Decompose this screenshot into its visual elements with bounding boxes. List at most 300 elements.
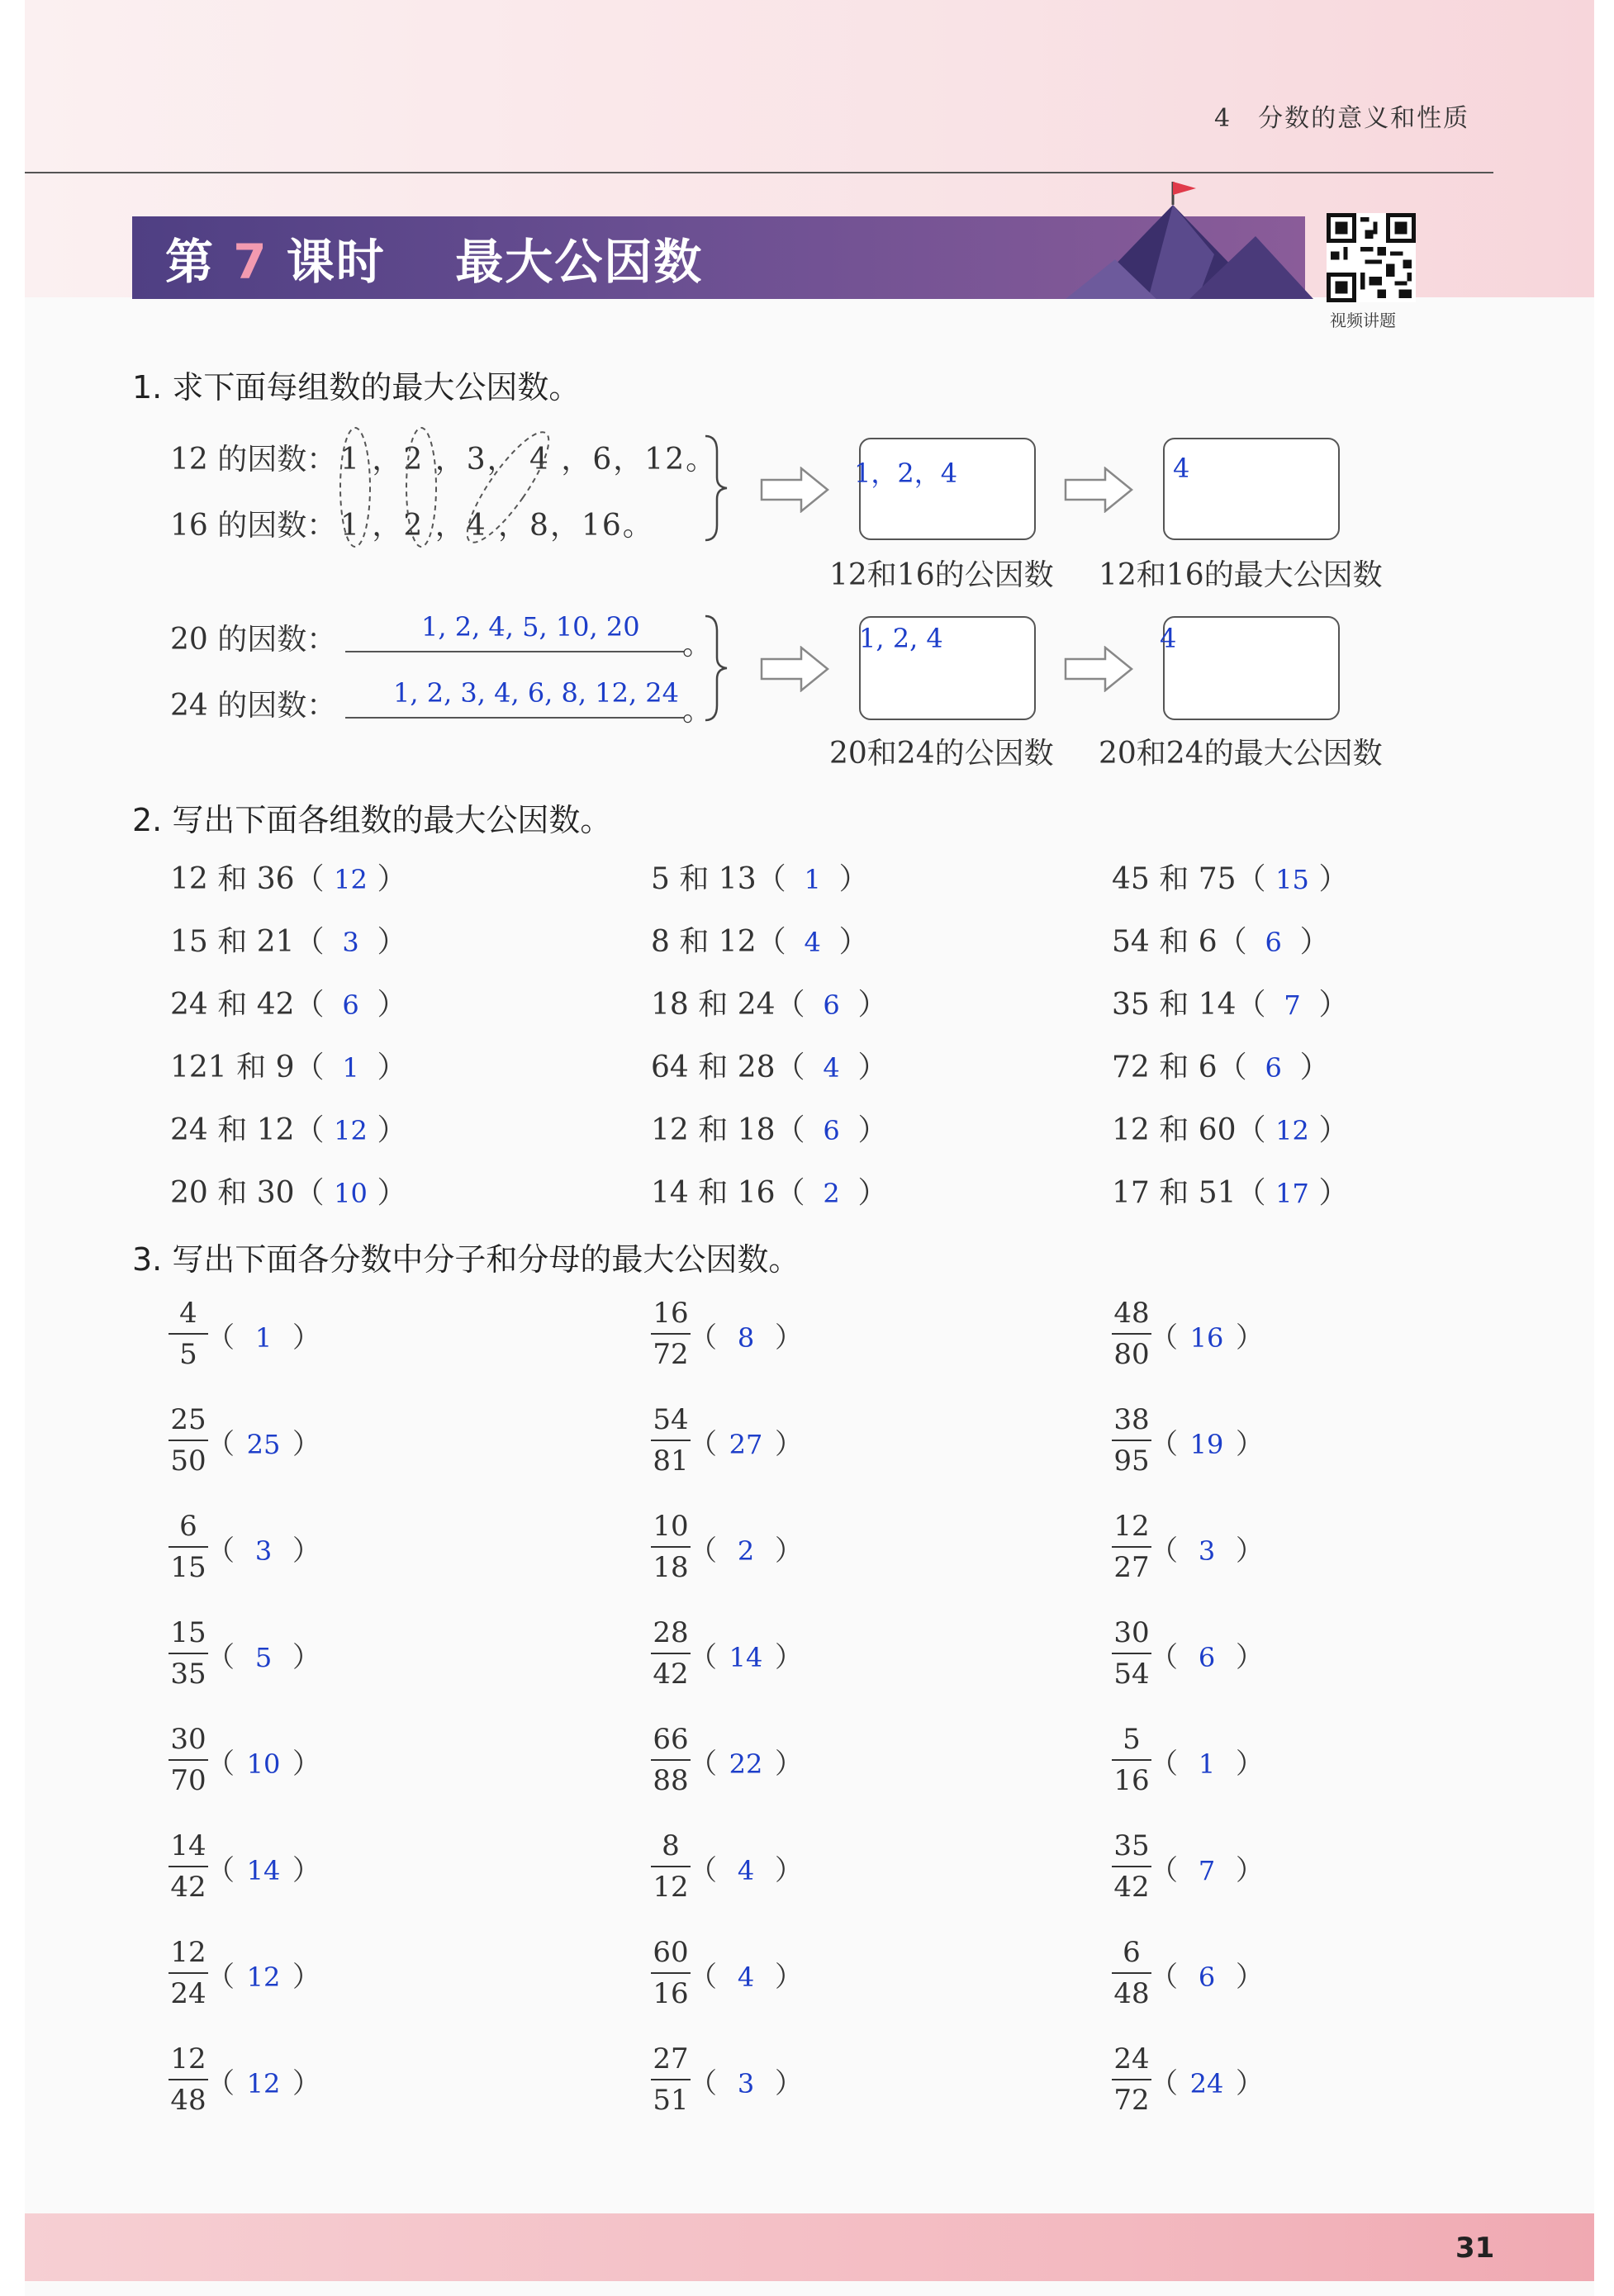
- fraction: [164, 1828, 213, 1905]
- numerator: 8: [662, 1829, 680, 1862]
- paren-close: ）: [292, 1748, 320, 1781]
- fraction-bar: [169, 2079, 208, 2080]
- numerator: 48: [1113, 1297, 1150, 1330]
- q1-caption-common2: 20和24的公因数: [829, 737, 1054, 771]
- paren-close: ）: [775, 1961, 803, 1994]
- q2-item: [651, 981, 888, 1023]
- paren-open: （: [1150, 1854, 1178, 1887]
- paren-open: （: [206, 1748, 235, 1781]
- q2-item: [651, 1169, 888, 1212]
- paren-open: （: [206, 1535, 235, 1568]
- q2-item: [170, 856, 407, 898]
- q3-answer: 8: [737, 1322, 755, 1354]
- denominator: 70: [170, 1764, 206, 1797]
- q1-row3-line: [345, 651, 684, 652]
- q2-item: [1112, 856, 1349, 898]
- paren-close: ）: [857, 988, 888, 1022]
- qr-code-icon[interactable]: [1327, 213, 1416, 302]
- q2-item: [170, 1169, 407, 1212]
- q2-answer: 1: [804, 864, 821, 895]
- paren-close: ）: [857, 1051, 888, 1084]
- q2-question: 72 和 6: [1112, 1051, 1218, 1084]
- q1-title: 1. 求下面每组数的最大公因数。: [132, 369, 581, 406]
- paren-close: ）: [1299, 925, 1330, 959]
- q2-answer: 17: [1275, 1178, 1309, 1209]
- denominator: 16: [1113, 1764, 1150, 1797]
- denominator: 24: [170, 1977, 206, 2010]
- paren-open: （: [206, 1854, 235, 1887]
- paren-open: （: [689, 1535, 717, 1568]
- numerator: 12: [1113, 1510, 1150, 1543]
- q1-row4-label: 24 的因数：: [170, 689, 337, 723]
- denominator: 80: [1113, 1338, 1150, 1371]
- paren-open: （: [294, 925, 325, 959]
- q2-question: 24 和 12: [170, 1113, 295, 1147]
- q2-question: 18 和 24: [651, 988, 776, 1022]
- q3-answer: 3: [254, 1535, 273, 1567]
- q2-question: 54 和 6: [1112, 925, 1218, 959]
- q3-answer-paren: [689, 1954, 803, 1995]
- q2-question: 45 和 75: [1112, 862, 1237, 896]
- mountain-flag-icon: [1066, 180, 1313, 301]
- fraction-bar: [1112, 1866, 1151, 1867]
- numerator: 12: [170, 2042, 206, 2075]
- denominator: 42: [653, 1658, 689, 1691]
- q2-answer: 6: [823, 1115, 840, 1146]
- q2-item: [1112, 918, 1330, 961]
- numerator: 4: [179, 1297, 197, 1330]
- q1-row2-factors: 1 ，2 ，4 ，8，16。: [340, 509, 654, 543]
- q3-answer: 5: [254, 1642, 273, 1673]
- numerator: 16: [653, 1297, 689, 1330]
- q2-item: [170, 981, 407, 1023]
- q1-common1-answer: 1，2，4: [854, 458, 958, 489]
- paren-open: （: [1150, 1641, 1178, 1674]
- lesson-title: [165, 223, 703, 292]
- fraction-bar: [1112, 1759, 1151, 1761]
- paren-close: ）: [377, 925, 407, 959]
- q3-answer: 10: [246, 1748, 281, 1780]
- q3-answer-paren: [1150, 1634, 1264, 1675]
- paren-close: ）: [775, 1854, 803, 1887]
- paren-open: （: [689, 1428, 717, 1461]
- q3-answer-paren: [689, 1848, 803, 1888]
- q3-answer-paren: [1150, 1848, 1264, 1888]
- q2-question: 12 和 36: [170, 862, 295, 896]
- fraction: [164, 1402, 213, 1479]
- q3-answer: 2: [737, 1535, 755, 1567]
- fraction-bar: [169, 1653, 208, 1654]
- q1-row1-factors: 1 ，2 ，3， 4 ，6，12。: [340, 443, 718, 477]
- q2-question: 64 和 28: [651, 1051, 776, 1084]
- denominator: 81: [653, 1444, 689, 1478]
- paren-close: ）: [775, 1535, 803, 1568]
- q2-item: [170, 918, 407, 961]
- q3-answer: 25: [246, 1429, 281, 1460]
- numerator: 30: [1113, 1616, 1150, 1649]
- paren-open: （: [1217, 1051, 1247, 1084]
- paren-open: （: [1236, 1176, 1266, 1210]
- denominator: 50: [170, 1444, 206, 1478]
- q1-row4-answer: 1, 2, 3, 4, 6, 8, 12, 24: [393, 677, 679, 709]
- fraction-bar: [651, 2079, 691, 2080]
- fraction: [646, 1934, 695, 2012]
- numerator: 27: [653, 2042, 689, 2075]
- q3-answer-paren: [206, 1848, 320, 1888]
- q2-question: 24 和 42: [170, 988, 295, 1022]
- fraction: [646, 1828, 695, 1905]
- fraction-bar: [169, 1759, 208, 1761]
- numerator: 30: [170, 1723, 206, 1756]
- paren-close: ）: [1318, 988, 1349, 1022]
- paren-open: （: [1236, 988, 1266, 1022]
- paren-close: ）: [377, 988, 407, 1022]
- paren-close: ）: [292, 2067, 320, 2100]
- paren-close: ）: [292, 1428, 320, 1461]
- denominator: 72: [653, 1338, 689, 1371]
- q2-item: [651, 1107, 888, 1149]
- fraction-bar: [169, 1546, 208, 1548]
- paren-open: （: [206, 1641, 235, 1674]
- fraction-bar: [651, 1333, 691, 1335]
- q2-answer: 4: [823, 1052, 840, 1084]
- q1-caption-common1: 12和16的公因数: [829, 558, 1054, 592]
- q2-answer: 1: [342, 1052, 359, 1084]
- q2-answer: 7: [1284, 989, 1301, 1021]
- q2-item: [651, 856, 869, 898]
- numerator: 12: [170, 1936, 206, 1969]
- q3-answer: 19: [1189, 1429, 1224, 1460]
- q3-answer-paren: [206, 1528, 320, 1568]
- q3-answer: 3: [737, 2068, 755, 2099]
- header-rule: [25, 172, 1493, 173]
- fraction-bar: [169, 1866, 208, 1867]
- qr-caption: 视频讲题: [1330, 311, 1396, 330]
- paren-open: （: [689, 1641, 717, 1674]
- q2-question: 121 和 9: [170, 1051, 295, 1084]
- gcd-box-2: [1163, 616, 1340, 720]
- q3-answer-paren: [206, 1741, 320, 1781]
- paren-close: ）: [1236, 1428, 1264, 1461]
- title-number: 7: [233, 234, 268, 290]
- q2-item: [651, 1044, 888, 1086]
- paren-open: （: [1217, 925, 1247, 959]
- denominator: 42: [1113, 1871, 1150, 1904]
- q3-answer-paren: [689, 1634, 803, 1675]
- denominator: 42: [170, 1871, 206, 1904]
- fraction-bar: [1112, 1440, 1151, 1441]
- paren-close: ）: [1318, 862, 1349, 896]
- denominator: 48: [1113, 1977, 1150, 2010]
- paren-close: ）: [775, 2067, 803, 2100]
- paren-close: ）: [838, 925, 869, 959]
- paren-open: （: [689, 2067, 717, 2100]
- q2-question: 5 和 13: [651, 862, 757, 896]
- q2-question: 17 和 51: [1112, 1176, 1237, 1210]
- q1-gcd1-answer: 4: [1173, 453, 1190, 484]
- paren-open: （: [1150, 1428, 1178, 1461]
- paren-close: ）: [1236, 1854, 1264, 1887]
- q2-item: [1112, 1044, 1330, 1086]
- paren-open: （: [1150, 2067, 1178, 2100]
- fraction-bar: [651, 1866, 691, 1867]
- paren-open: （: [294, 1176, 325, 1210]
- q3-answer: 6: [1198, 1642, 1216, 1673]
- q1-row4-line: [345, 717, 684, 719]
- fraction-bar: [1112, 1333, 1151, 1335]
- q3-answer-paren: [1150, 1421, 1264, 1462]
- arrow-right-icon: [1064, 467, 1133, 513]
- q2-question: 20 和 30: [170, 1176, 295, 1210]
- fraction: [164, 1934, 213, 2012]
- paren-open: （: [1150, 1321, 1178, 1354]
- paren-open: （: [756, 862, 786, 896]
- fraction: [646, 1615, 695, 1692]
- fraction: [1107, 1615, 1156, 1692]
- fraction-bar: [1112, 1546, 1151, 1548]
- paren-close: ）: [1236, 1641, 1264, 1674]
- q2-answer: 12: [334, 864, 368, 895]
- denominator: 48: [170, 2084, 206, 2117]
- numerator: 14: [170, 1829, 206, 1862]
- paren-open: （: [1150, 1961, 1178, 1994]
- paren-close: ）: [775, 1321, 803, 1354]
- q2-answer: 12: [1275, 1115, 1309, 1146]
- q2-item: [1112, 981, 1349, 1023]
- q2-answer: 3: [342, 927, 359, 958]
- paren-close: ）: [838, 862, 869, 896]
- paren-open: （: [756, 925, 786, 959]
- paren-open: （: [294, 988, 325, 1022]
- q3-answer-paren: [1150, 1528, 1264, 1568]
- arrow-right-icon: [760, 467, 829, 513]
- fraction: [646, 1508, 695, 1586]
- q3-answer: 14: [246, 1855, 281, 1886]
- fraction-bar: [1112, 2079, 1151, 2080]
- fraction-bar: [651, 1759, 691, 1761]
- paren-close: ）: [377, 1176, 407, 1210]
- numerator: 15: [170, 1616, 206, 1649]
- paren-close: ）: [1236, 2067, 1264, 2100]
- fraction-bar: [169, 1333, 208, 1335]
- q3-answer-paren: [206, 1954, 320, 1995]
- paren-open: （: [206, 1961, 235, 1994]
- paren-open: （: [294, 1113, 325, 1147]
- fraction-bar: [651, 1546, 691, 1548]
- q3-answer: 27: [729, 1429, 763, 1460]
- q3-answer-paren: [1150, 2061, 1264, 2101]
- q3-answer: 4: [737, 1962, 755, 1993]
- title-suffix: 课时: [286, 234, 386, 290]
- page-number: 31: [1455, 2232, 1495, 2265]
- q3-answer-paren: [206, 2061, 320, 2101]
- q2-answer: 6: [342, 989, 359, 1021]
- fraction: [164, 1721, 213, 1799]
- q2-answer: 6: [1265, 1052, 1282, 1084]
- fraction: [1107, 1402, 1156, 1479]
- q3-answer: 14: [729, 1642, 763, 1673]
- denominator: 27: [1113, 1551, 1150, 1584]
- q2-item: [170, 1044, 407, 1086]
- paren-open: （: [775, 1113, 805, 1147]
- paren-close: ）: [1318, 1176, 1349, 1210]
- q3-title: 3. 写出下面各分数中分子和分母的最大公因数。: [132, 1241, 800, 1278]
- q3-answer-paren: [1150, 1315, 1264, 1355]
- q3-answer-paren: [206, 1315, 320, 1355]
- fraction: [164, 1615, 213, 1692]
- q3-answer-paren: [206, 1421, 320, 1462]
- q2-question: 14 和 16: [651, 1176, 776, 1210]
- denominator: 16: [653, 1977, 689, 2010]
- q2-question: 12 和 60: [1112, 1113, 1237, 1147]
- paren-open: （: [689, 1748, 717, 1781]
- paren-open: （: [775, 1051, 805, 1084]
- fraction: [646, 1295, 695, 1373]
- arrow-right-icon: [760, 646, 829, 692]
- fraction: [1107, 1828, 1156, 1905]
- numerator: 25: [170, 1403, 206, 1436]
- paren-close: ）: [1236, 1748, 1264, 1781]
- q3-answer: 1: [1198, 1748, 1216, 1780]
- numerator: 66: [653, 1723, 689, 1756]
- q1-row1-label: 12 的因数：: [170, 443, 337, 477]
- q2-answer: 12: [334, 1115, 368, 1146]
- denominator: 35: [170, 1658, 206, 1691]
- paren-open: （: [689, 1961, 717, 1994]
- chapter-title: 4 分数的意义和性质: [1214, 104, 1470, 133]
- paren-close: ）: [1236, 1321, 1264, 1354]
- q1-gcd2-answer: 4: [1160, 623, 1177, 654]
- q3-answer: 7: [1198, 1855, 1216, 1886]
- q3-answer: 4: [737, 1855, 755, 1886]
- q1-common2-answer: 1, 2, 4: [859, 623, 943, 654]
- title-prefix: 第: [165, 234, 216, 290]
- q3-answer: 22: [729, 1748, 763, 1780]
- numerator: 35: [1113, 1829, 1150, 1862]
- fraction: [1107, 2041, 1156, 2118]
- q2-answer: 2: [823, 1178, 840, 1209]
- denominator: 72: [1113, 2084, 1150, 2117]
- q2-item: [651, 918, 869, 961]
- fraction-bar: [169, 1972, 208, 1974]
- paren-close: ）: [292, 1641, 320, 1674]
- denominator: 18: [653, 1551, 689, 1584]
- q3-answer: 1: [254, 1322, 273, 1354]
- q2-answer: 15: [1275, 864, 1309, 895]
- q2-question: 15 和 21: [170, 925, 295, 959]
- paren-close: ）: [775, 1748, 803, 1781]
- paren-open: （: [1150, 1535, 1178, 1568]
- paren-close: ）: [292, 1854, 320, 1887]
- paren-open: （: [689, 1854, 717, 1887]
- denominator: 88: [653, 1764, 689, 1797]
- fraction: [1107, 1721, 1156, 1799]
- q2-question: 8 和 12: [651, 925, 757, 959]
- denominator: 95: [1113, 1444, 1150, 1478]
- q3-answer: 12: [246, 1962, 281, 1993]
- paren-open: （: [775, 1176, 805, 1210]
- q3-answer-paren: [1150, 1741, 1264, 1781]
- q2-answer: 6: [1265, 927, 1282, 958]
- q3-answer-paren: [689, 1421, 803, 1462]
- denominator: 12: [653, 1871, 689, 1904]
- paren-close: ）: [857, 1176, 888, 1210]
- fraction-bar: [169, 1440, 208, 1441]
- q3-answer: 3: [1198, 1535, 1216, 1567]
- paren-open: （: [294, 862, 325, 896]
- q2-title: 2. 写出下面各组数的最大公因数。: [132, 802, 612, 838]
- denominator: 54: [1113, 1658, 1150, 1691]
- numerator: 10: [653, 1510, 689, 1543]
- q2-answer: 10: [334, 1178, 368, 1209]
- paren-open: （: [206, 1321, 235, 1354]
- q2-item: [1112, 1169, 1349, 1212]
- numerator: 54: [653, 1403, 689, 1436]
- dashed-circles-common-factors: [330, 421, 578, 553]
- paren-close: ）: [377, 1113, 407, 1147]
- numerator: 38: [1113, 1403, 1150, 1436]
- q3-answer: 12: [246, 2068, 281, 2099]
- denominator: 5: [179, 1338, 197, 1371]
- fraction: [164, 2041, 213, 2118]
- q3-answer: 6: [1198, 1962, 1216, 1993]
- numerator: 60: [653, 1936, 689, 1969]
- paren-open: （: [1150, 1748, 1178, 1781]
- q3-answer-paren: [689, 1315, 803, 1355]
- paren-close: ）: [292, 1321, 320, 1354]
- q3-answer: 24: [1189, 2068, 1224, 2099]
- denominator: 51: [653, 2084, 689, 2117]
- fraction-bar: [651, 1972, 691, 1974]
- footer-band: [25, 2213, 1594, 2281]
- fraction-bar: [651, 1440, 691, 1441]
- q3-answer-paren: [689, 2061, 803, 2101]
- numerator: 6: [1123, 1936, 1141, 1969]
- paren-close: ）: [1318, 1113, 1349, 1147]
- q1-row3-label: 20 的因数：: [170, 623, 337, 657]
- q1-row3-end: 。: [682, 628, 713, 662]
- paren-close: ）: [1236, 1961, 1264, 1994]
- q3-answer: 16: [1189, 1322, 1224, 1354]
- paren-close: ）: [1299, 1051, 1330, 1084]
- paren-close: ）: [377, 1051, 407, 1084]
- brace-icon: [702, 434, 729, 542]
- paren-open: （: [294, 1051, 325, 1084]
- q2-question: 12 和 18: [651, 1113, 776, 1147]
- fraction-bar: [651, 1653, 691, 1654]
- q3-answer-paren: [689, 1528, 803, 1568]
- paren-close: ）: [1236, 1535, 1264, 1568]
- brace-icon: [702, 614, 729, 722]
- q2-item: [170, 1107, 407, 1149]
- fraction: [164, 1508, 213, 1586]
- paren-close: ）: [292, 1535, 320, 1568]
- fraction: [646, 1402, 695, 1479]
- fraction-bar: [1112, 1653, 1151, 1654]
- fraction: [1107, 1934, 1156, 2012]
- paren-open: （: [775, 988, 805, 1022]
- q1-row2-label: 16 的因数：: [170, 509, 337, 543]
- paren-open: （: [689, 1321, 717, 1354]
- fraction: [646, 1721, 695, 1799]
- arrow-right-icon: [1064, 646, 1133, 692]
- q3-answer-paren: [206, 1634, 320, 1675]
- fraction: [646, 2041, 695, 2118]
- q2-answer: 4: [804, 927, 821, 958]
- numerator: 5: [1123, 1723, 1141, 1756]
- q2-item: [1112, 1107, 1349, 1149]
- denominator: 15: [170, 1551, 206, 1584]
